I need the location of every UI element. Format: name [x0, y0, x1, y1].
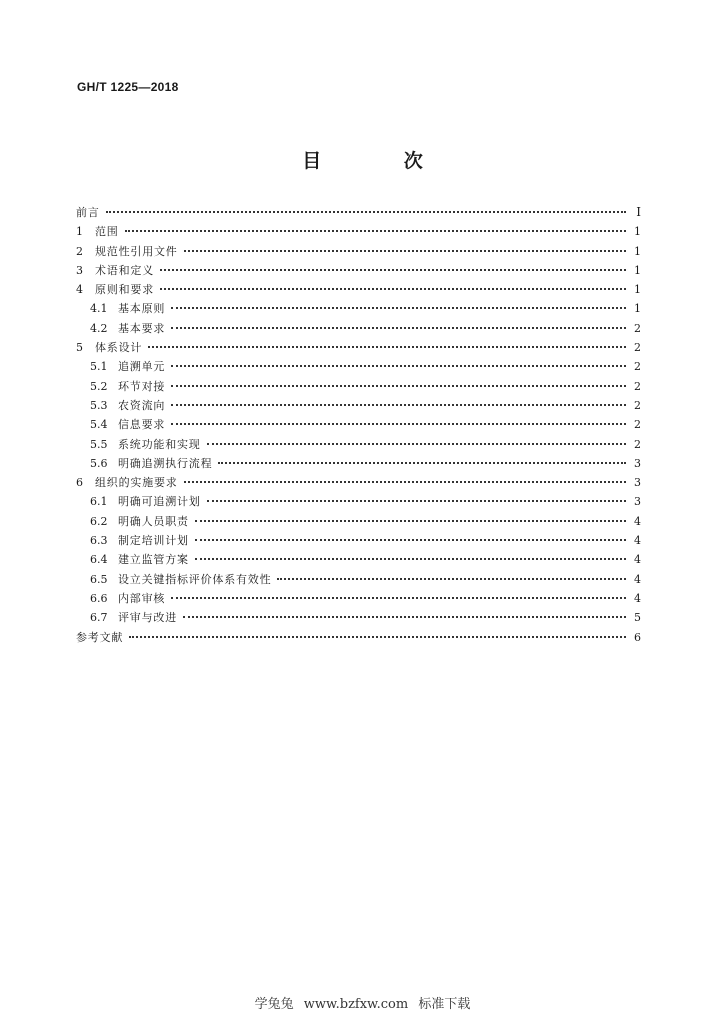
toc-entry-page: 2: [634, 437, 641, 451]
toc-entry-label: 信息要求: [118, 418, 166, 432]
toc-entry[interactable]: [76, 222, 641, 241]
dot-leader: [148, 345, 626, 348]
toc-entry[interactable]: [76, 589, 641, 608]
toc-entry-page: 4: [634, 534, 641, 548]
toc-entry-label: 术语和定义: [95, 263, 154, 277]
toc-entry-number: 6.7: [90, 611, 108, 625]
dot-leader: [125, 229, 626, 232]
toc-entry-number: 3: [76, 263, 83, 277]
toc-title: 目 次: [302, 150, 461, 172]
toc-entry[interactable]: [76, 512, 641, 531]
toc-entry-label: 设立关键指标评价体系有效性: [118, 572, 272, 586]
toc-entry-label: 系统功能和实现: [118, 437, 201, 451]
toc-entry[interactable]: [76, 550, 641, 569]
dot-leader: [160, 268, 626, 271]
toc-entry-number: 6.4: [90, 553, 108, 567]
dot-leader: [207, 442, 626, 445]
dot-leader: [184, 480, 626, 483]
toc-entry-page: 3: [634, 456, 641, 470]
dot-leader: [183, 615, 626, 618]
toc-entry-number: 6.1: [90, 495, 108, 509]
toc-entry-number: 6.5: [90, 572, 108, 586]
toc-entry-label: 基本原则: [118, 302, 166, 316]
toc-entry-number: 5.6: [90, 456, 108, 470]
toc-entry-number: 4.2: [90, 321, 108, 335]
dot-leader: [171, 364, 626, 367]
toc-entry-label: 明确追溯执行流程: [118, 456, 213, 470]
toc-entry-page: 3: [634, 476, 641, 490]
toc-entry[interactable]: [76, 628, 641, 647]
dot-leader: [195, 557, 626, 560]
toc-entry-number: 5: [76, 341, 83, 355]
dot-leader: [106, 210, 626, 213]
toc-entry-page: 4: [634, 572, 641, 586]
toc-entry[interactable]: [76, 357, 641, 376]
dot-leader: [207, 499, 626, 502]
toc-entry-label: 制定培训计划: [118, 534, 189, 548]
toc-entry-label: 明确可追溯计划: [118, 495, 201, 509]
toc-entry[interactable]: [76, 299, 641, 318]
toc-entry[interactable]: [76, 435, 641, 454]
toc-entry-label: 原则和要求: [95, 283, 154, 297]
toc-entry-page: 5: [634, 611, 641, 625]
toc-entry-label: 基本要求: [118, 321, 166, 335]
dot-leader: [171, 422, 626, 425]
toc-entry-page: 2: [634, 321, 641, 335]
toc-entry-number: 6.6: [90, 591, 108, 605]
table-of-contents: [76, 203, 641, 647]
toc-entry-page: 2: [634, 341, 641, 355]
toc-entry[interactable]: [76, 396, 641, 415]
toc-entry-label: 参考文献: [76, 630, 124, 644]
toc-entry-label: 前言: [76, 206, 100, 219]
toc-entry-page: 1: [634, 302, 641, 316]
toc-entry-label: 内部审核: [118, 591, 166, 605]
toc-entry[interactable]: [76, 570, 641, 589]
dot-leader: [195, 519, 626, 522]
toc-entry-label: 范围: [95, 225, 119, 239]
toc-entry-label: 建立监管方案: [118, 553, 189, 567]
toc-entry-number: 4.1: [90, 302, 108, 316]
toc-entry[interactable]: [76, 280, 641, 299]
toc-entry[interactable]: [76, 473, 641, 492]
toc-entry-number: 6.2: [90, 514, 108, 528]
toc-entry-number: 1: [76, 225, 83, 239]
toc-entry-page: 2: [634, 418, 641, 432]
toc-entry-page: 3: [634, 495, 641, 509]
toc-entry-label: 环节对接: [118, 379, 166, 393]
toc-entry-page: 1: [634, 244, 641, 258]
toc-entry-label: 体系设计: [95, 341, 143, 355]
toc-entry-page: 2: [634, 398, 641, 412]
toc-entry-page: 1: [634, 283, 641, 297]
dot-leader: [218, 461, 626, 464]
toc-entry-number: 5.3: [90, 398, 108, 412]
toc-entry-number: 4: [76, 283, 83, 297]
dot-leader: [171, 384, 626, 387]
toc-entry-page: 4: [634, 591, 641, 605]
toc-entry[interactable]: [76, 415, 641, 434]
toc-entry-number: 6: [76, 476, 83, 490]
toc-entry-label: 明确人员职责: [118, 514, 189, 528]
toc-entry-label: 规范性引用文件: [95, 244, 178, 258]
toc-entry[interactable]: [76, 261, 641, 280]
toc-entry-page: 4: [634, 514, 641, 528]
dot-leader: [171, 403, 626, 406]
toc-entry-number: 5.1: [90, 360, 108, 374]
toc-entry-number: 5.5: [90, 437, 108, 451]
toc-entry-page: 4: [634, 553, 641, 567]
toc-entry-number: 5.4: [90, 418, 108, 432]
toc-entry[interactable]: [76, 608, 641, 627]
dot-leader: [277, 577, 626, 580]
dot-leader: [171, 596, 626, 599]
dot-leader: [129, 635, 626, 638]
dot-leader: [160, 287, 626, 290]
toc-entry-page: 1: [634, 263, 641, 277]
toc-entry-page: 2: [634, 379, 641, 393]
footer-watermark: 学兔兔 www.bzfxw.com 标准下载: [254, 997, 471, 1012]
dot-leader: [171, 306, 626, 309]
toc-entry[interactable]: [76, 531, 641, 550]
document-code: GH/T 1225—2018: [77, 80, 179, 94]
dot-leader: [195, 538, 626, 541]
toc-entry[interactable]: [76, 454, 641, 473]
toc-entry-label: 评审与改进: [118, 611, 177, 625]
toc-entry[interactable]: [76, 319, 641, 338]
dot-leader: [184, 249, 626, 252]
toc-entry-number: 2: [76, 244, 83, 258]
toc-entry-label: 追溯单元: [118, 360, 166, 374]
toc-entry-page: 2: [634, 360, 641, 374]
toc-entry-number: 6.3: [90, 534, 108, 548]
toc-entry-page: 6: [634, 630, 641, 644]
toc-entry-number: 5.2: [90, 379, 108, 393]
toc-entry[interactable]: [76, 203, 641, 222]
toc-entry[interactable]: [76, 492, 641, 511]
toc-entry[interactable]: [76, 338, 641, 357]
dot-leader: [171, 326, 626, 329]
toc-entry-label: 农资流向: [118, 398, 166, 412]
toc-entry-page: 1: [634, 225, 641, 239]
toc-entry[interactable]: [76, 377, 641, 396]
toc-entry-label: 组织的实施要求: [95, 476, 178, 490]
toc-entry-page: I: [636, 205, 641, 219]
toc-entry[interactable]: [76, 242, 641, 261]
